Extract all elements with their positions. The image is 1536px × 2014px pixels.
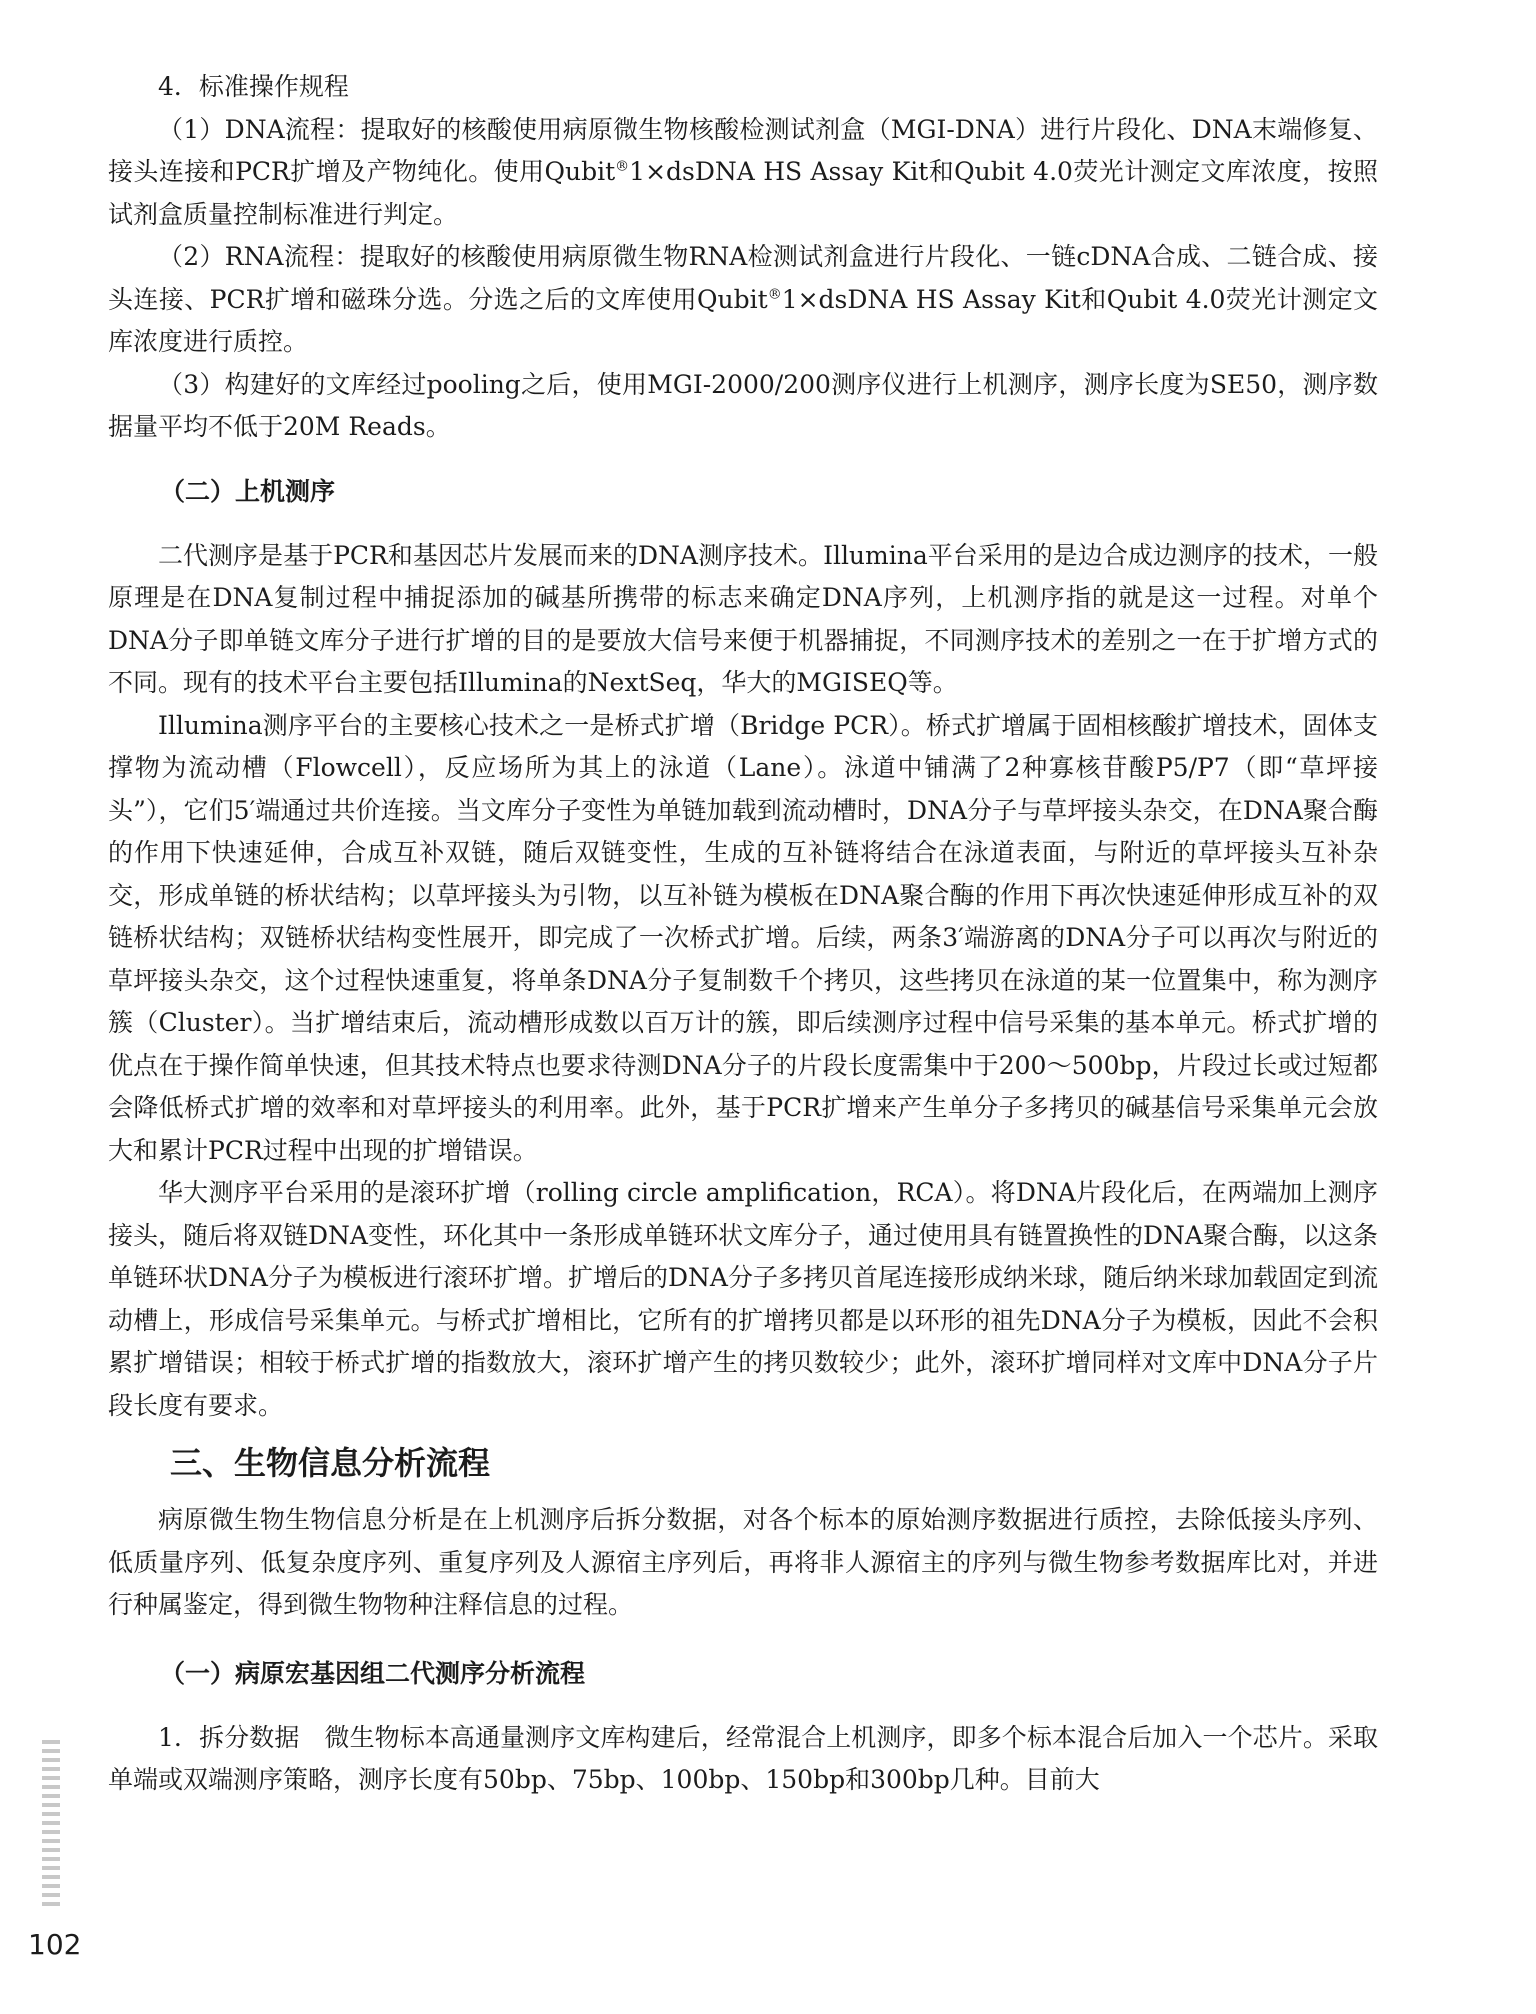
- page-number: 102: [28, 1928, 82, 1961]
- paragraph-dna-process: （1）DNA流程：提取好的核酸使用病原微生物核酸检测试剂盒（MGI-DNA）进行片段化、DNA末端修复、接头连接和PCR扩增及产物纯化。使用Qubit®1×dsDNA HS Assay Kit和Qubit 4.0荧光计测定文库浓度，按照试剂盒质量控制标准进行判定。: [108, 114, 1378, 229]
- margin-decoration: [42, 1740, 60, 1910]
- paragraph-rca: 华大测序平台采用的是滚环扩增（rolling circle amplification，RCA）。将DNA片段化后，在两端加上测序接头，随后将双链DNA变性，环化其中一条形成单链环状文库分子，通过使用具有链置换性的DNA聚合酶，以这条单链环状DNA分子为模板进行滚环扩增。扩增后的DNA分子多拷贝首尾连接形成纳米球，随后纳米球加载固定到流动槽上，形成信号采集单元。与桥式扩增相比，它所有的扩增拷贝都是以环形的祖先DNA分子为模板，因此不会积累扩增错误；相较于桥式扩增的指数放大，滚环扩增产生的拷贝数较少；此外，滚环扩增同样对文库中DNA分子片段长度有要求。: [108, 1178, 1378, 1420]
- paragraph-ngs-intro: 二代测序是基于PCR和基因芯片发展而来的DNA测序技术。Illumina平台采用的是边合成边测序的技术，一般原理是在DNA复制过程中捕捉添加的碱基所携带的标志来确定DNA序列，上机测序指的就是这一过程。对单个DNA分子即单链文库分子进行扩增的目的是要放大信号来便于机器捕捉，不同测序技术的差别之一在于扩增方式的不同。现有的技术平台主要包括Illumina的NextSeq，华大的MGISEQ等。: [108, 540, 1378, 697]
- paragraph-rna-process: （2）RNA流程：提取好的核酸使用病原微生物RNA检测试剂盒进行片段化、一链cDNA合成、二链合成、接头连接、PCR扩增和磁珠分选。分选之后的文库使用Qubit®1×dsDNA HS Assay Kit和Qubit 4.0荧光计测定文库浓度进行质控。: [108, 242, 1378, 356]
- heading-sequencing: （二）上机测序: [160, 476, 336, 506]
- heading-pipeline: （一）病原宏基因组二代测序分析流程: [160, 1658, 586, 1688]
- page-body: [108, 66, 1378, 1802]
- sop-heading: 4．标准操作规程: [158, 72, 349, 101]
- paragraph-bioinfo-intro: 病原微生物生物信息分析是在上机测序后拆分数据，对各个标本的原始测序数据进行质控，去除低接头序列、低质量序列、低复杂度序列、重复序列及人源宿主序列后，再将非人源宿主的序列与微生物参考数据库比对，并进行种属鉴定，得到微生物物种注释信息的过程。: [108, 1505, 1378, 1619]
- paragraph-demultiplex: 1．拆分数据 微生物标本高通量测序文库构建后，经常混合上机测序，即多个标本混合后加入一个芯片。采取单端或双端测序策略，测序长度有50bp、75bp、100bp、150bp和300bp几种。目前大: [108, 1722, 1378, 1794]
- paragraph-pooling: （3）构建好的文库经过pooling之后，使用MGI-2000/200测序仪进行上机测序，测序长度为SE50，测序数据量平均不低于20M Reads。: [108, 369, 1378, 441]
- paragraph-bridge-pcr: Illumina测序平台的主要核心技术之一是桥式扩增（Bridge PCR）。桥式扩增属于固相核酸扩增技术，固体支撑物为流动槽（Flowcell），反应场所为其上的泳道（Lane）。泳道中铺满了2种寡核苷酸P5/P7（即“草坪接头”），它们5′端通过共价连接。当文库分子变性为单链加载到流动槽时，DNA分子与草坪接头杂交，在DNA聚合酶的作用下快速延伸，合成互补双链，随后双链变性，生成的互补链将结合在泳道表面，与附近的草坪接头互补杂交，形成单链的桥状结构；以草坪接头为引物，以互补链为模板在DNA聚合酶的作用下再次快速延伸形成互补的双链桥状结构；双链桥状结构变性展开，即完成了一次桥式扩增。后续，两条3′端游离的DNA分子可以再次与附近的草坪接头杂交，这个过程快速重复，将单条DNA分子复制数千个拷贝，这些拷贝在泳道的某一位置集中，称为测序簇（Cluster）。当扩增结束后，流动槽形成数以百万计的簇，即后续测序过程中信号采集的基本单元。桥式扩增的优点在于操作简单快速，但其技术特点也要求待测DNA分子的片段长度需集中于200～500bp，片段过长或过短都会降低桥式扩增的效率和对草坪接头的利用率。此外，基于PCR扩增来产生单分子多拷贝的碱基信号采集单元会放大和累计PCR过程中出现的扩增错误。: [108, 710, 1378, 1165]
- heading-bioinfo: 三、生物信息分析流程: [170, 1444, 491, 1482]
